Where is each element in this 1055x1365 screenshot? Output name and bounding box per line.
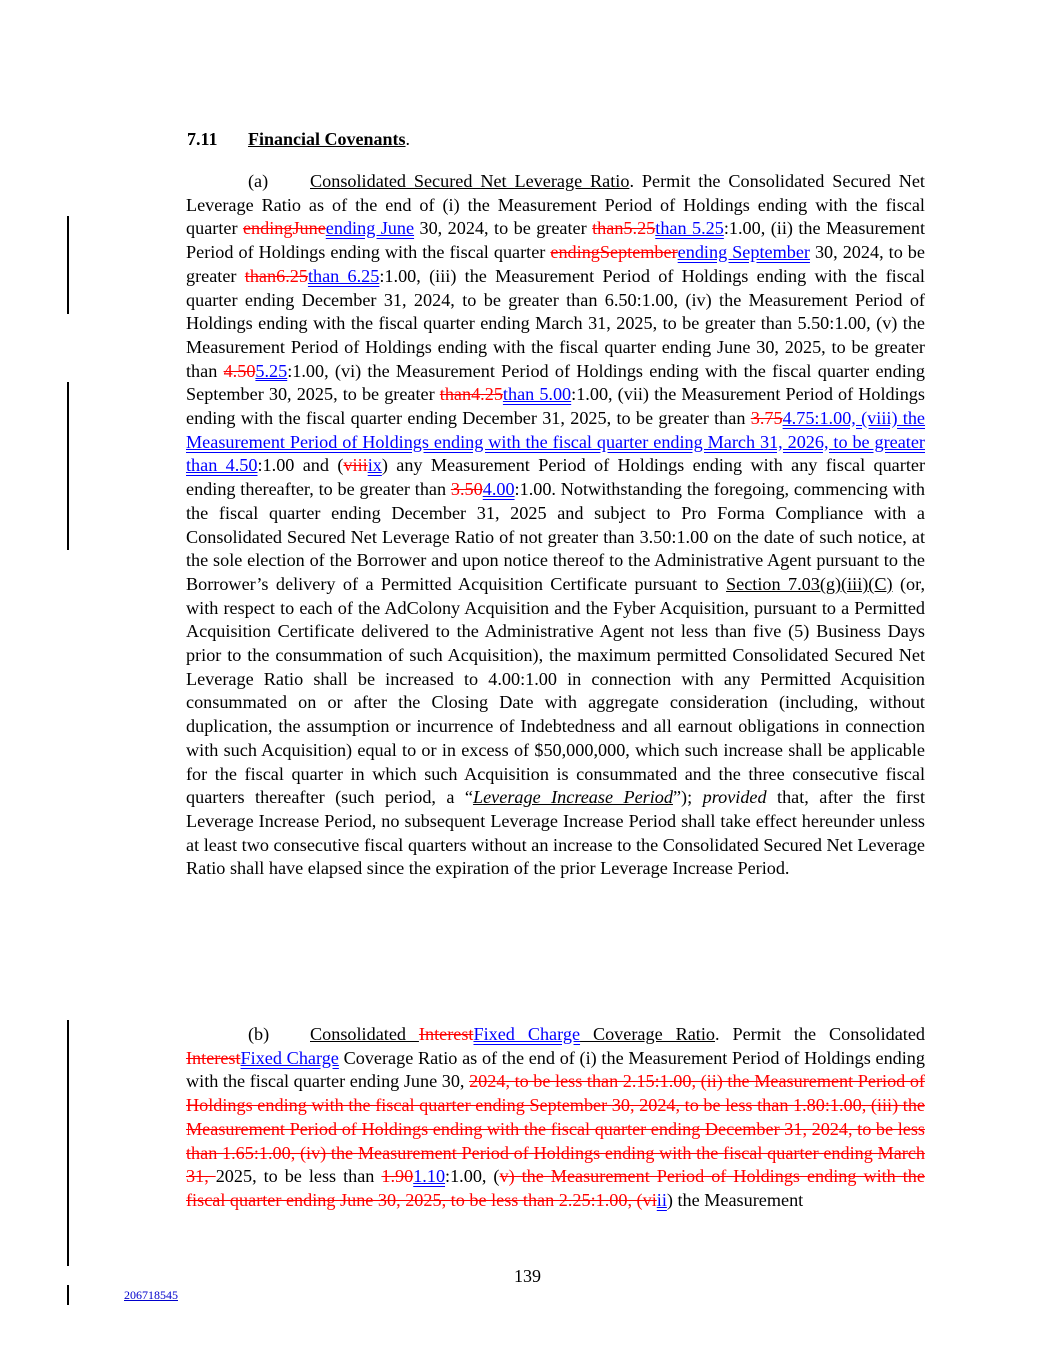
paragraph-a-heading: Consolidated Secured Net Leverage Ratio xyxy=(310,171,630,191)
paragraph-b-heading-start: Consolidated xyxy=(310,1024,419,1044)
paragraph-b-label: (b) xyxy=(248,1024,270,1044)
proviso-term: provided xyxy=(702,787,767,808)
deleted-text: than6.25 xyxy=(244,265,308,286)
paragraph-b xyxy=(186,1023,925,1213)
deleted-text: than4.25 xyxy=(439,384,503,405)
deleted-text: than5.25 xyxy=(592,218,656,239)
inserted-text: Fixed Charge xyxy=(240,1047,339,1068)
text-run: . Permit the Consolidated Secured Net Leverage Ratio as of the end of (i) the Measurement Period of Holdings ending with the fiscal quarter xyxy=(186,171,925,239)
inserted-text: than 5.25 xyxy=(655,218,724,239)
text-run: that, after the first Leverage Increase Period, no subsequent Leverage Increase Period shall take effect hereunder unless at least two consecutive fiscal quarters without an increase to the Consolidated Secured Net Leverage Ratio shall have elapsed since the expiration of the prior Leverage Increase Period. xyxy=(186,787,925,879)
text-run: . Permit the Consolidated xyxy=(714,1024,926,1044)
text-run: Coverage Ratio as of the end of (i) the Measurement Period of Holdings ending with the fiscal quarter ending June 30, xyxy=(186,1047,925,1092)
inserted-text: Fixed Charge xyxy=(473,1024,581,1044)
text-run: :1.00, (vii) the Measurement Period of Holdings ending with the fiscal quarter ending December 31, 2025, to be greater than xyxy=(186,384,925,429)
text-run: :1.00, (iii) the Measurement Period of Holdings ending with the fiscal quarter ending December 31, 2024, to be greater than 6.50:1.00, (iv) the Measurement Period of Holdings ending with the fiscal quarter ending March 31, 2025, to be greater than 5.50:1.00, (v) the Measurement Period of Holdings ending with the fiscal quarter ending June 30, 2025, to be greater than xyxy=(186,265,925,381)
text-run: :1.00, (vi) the Measurement Period of Holdings ending with the fiscal quarter ending September 30, 2025, to be greater xyxy=(186,360,925,405)
text-run: :1.00, (ii) the Measurement Period of Holdings ending with the fiscal quarter xyxy=(186,218,925,263)
inserted-text: ix xyxy=(367,455,382,476)
change-bar xyxy=(67,1020,69,1100)
deleted-text: endingSeptember xyxy=(550,242,678,263)
paragraph-a xyxy=(186,170,925,881)
document-id: 206718545 xyxy=(124,1288,178,1302)
section-title: Financial Covenants xyxy=(248,129,406,149)
text-run: ) any Measurement Period of Holdings ending with any fiscal quarter ending thereafter, to be greater than xyxy=(186,455,925,500)
inserted-text: 1.10 xyxy=(413,1166,446,1187)
text-run: 2025, to be less than xyxy=(215,1166,382,1187)
paragraph-a-label: (a) xyxy=(248,171,269,191)
deleted-text: 3.50 xyxy=(450,479,483,500)
paragraph-b-heading-end: Coverage Ratio xyxy=(580,1024,715,1044)
inserted-text: ending June xyxy=(325,218,415,239)
deleted-text: endingJune xyxy=(242,218,326,239)
change-bar xyxy=(67,1098,69,1266)
change-bar xyxy=(67,264,69,314)
deleted-text: viii xyxy=(343,455,368,476)
deleted-text: Interest xyxy=(418,1024,474,1044)
text-run: (or, with respect to each of the AdColony Acquisition and the Fyber Acquisition, pursuant to a Permitted Acquisition Certificate delivered to the Administrative Agent not less than five (5) Business Days prior to the consummation of such Acquisition), the maximum permitted Consolidated Secured Net Leverage Ratio shall be increased to 4.00:1.00 in connection with any Permitted Acquisition consummated on or after the Closing Date with aggregate consideration (including, without duplication, the assumption or incurrence of Indebtedness and all earnout obligations in connection with such Acquisition) equal to or in excess of $50,000,000, which such increase shall be applicable for the fiscal quarter in which such Acquisition is consummated and the three consecutive fiscal quarters thereafter (such period, a “ xyxy=(186,573,925,808)
deleted-text: 2024, to be less than 2.15:1.00, (ii) the Measurement Period of Holdings ending with the fiscal quarter ending September 30, 2024, to be less than 1.80:1.00, (iii) the Measurement Period of Holdings ending with the fiscal quarter ending December 31, 2024, to be less than 1.65:1.00, (iv) the Measurement Period of Holdings ending with the fiscal quarter ending March 31, xyxy=(186,1071,925,1187)
text-run: 30, 2024, to be greater xyxy=(414,218,593,239)
inserted-text: 4.75:1.00, (viii) the Measurement Period of Holdings ending with the fiscal quarter ending March 31, 2026, to be greater than 4.50 xyxy=(186,408,926,476)
text-run: ”); xyxy=(672,787,703,808)
section-heading xyxy=(187,127,410,151)
page-number: 139 xyxy=(514,1266,541,1286)
text-run: :1.00 and ( xyxy=(257,455,344,476)
deleted-text: 3.75 xyxy=(750,408,783,429)
section-number: 7.11 xyxy=(187,129,218,149)
section-reference: Section 7.03(g)(iii)(C) xyxy=(726,573,893,594)
inserted-text: ii xyxy=(656,1189,667,1210)
defined-term: Leverage Increase Period xyxy=(472,787,673,808)
inserted-text: 4.00 xyxy=(482,479,515,500)
deleted-text: 1.90 xyxy=(381,1166,414,1187)
inserted-text: ending September xyxy=(677,242,810,263)
change-bar xyxy=(67,1285,69,1305)
text-run: 30, 2024, to be greater xyxy=(186,242,925,286)
change-bar xyxy=(67,382,69,550)
text-run: ) the Measurement xyxy=(666,1189,804,1210)
deleted-text: Interest xyxy=(186,1047,241,1068)
text-run: :1.00, ( xyxy=(445,1166,500,1187)
inserted-text: 5.25 xyxy=(255,360,288,381)
deleted-text: v) the Measurement Period of Holdings ending with the fiscal quarter ending June 30, 2025, to be less than 2.25:1.00, (vi xyxy=(186,1166,925,1210)
change-bar xyxy=(67,216,69,266)
inserted-text: than 5.00 xyxy=(502,384,572,405)
inserted-text: than 6.25 xyxy=(307,265,380,286)
section-title-period: . xyxy=(405,129,411,149)
text-run: :1.00. Notwithstanding the foregoing, commencing with the fiscal quarter ending December 31, 2025 and subject to Pro Forma Compliance with a Consolidated Secured Net Leverage Ratio of not greater than 3.50:1.00 on the date of such notice, at the sole election of the Borrower and upon notice thereof to the Administrative Agent pursuant to the Borrower’s delivery of a Permitted Acquisition Certificate pursuant to xyxy=(186,479,925,594)
deleted-text: 4.50 xyxy=(223,360,256,381)
